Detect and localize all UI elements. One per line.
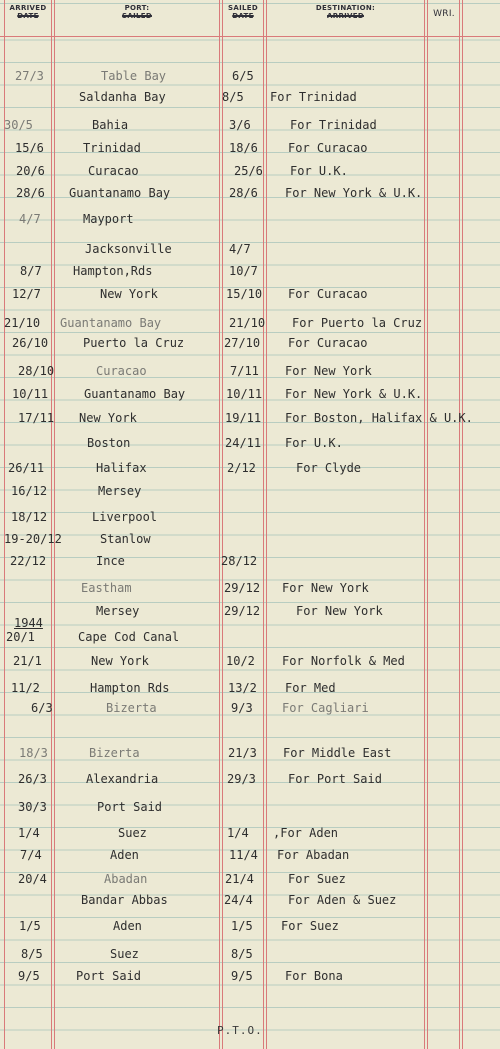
arrived-date: 1/4 <box>18 826 40 840</box>
destination: For Cagliari <box>282 701 369 715</box>
destination: For Middle East <box>283 746 392 760</box>
sailed-date: 24/11 <box>225 436 262 450</box>
header-remarks: WRI. <box>433 9 455 19</box>
destination: For Med <box>285 681 336 695</box>
sailed-date: 21/4 <box>225 872 254 886</box>
port-name: Bahia <box>92 118 129 132</box>
arrived-date: 30/5 <box>4 118 33 132</box>
port-name: Guantanamo Bay <box>84 387 186 401</box>
destination: For New York & U.K. <box>285 387 423 401</box>
sailed-date: 9/3 <box>231 701 253 715</box>
sailed-date: 4/7 <box>229 242 251 256</box>
sailed-date: 29/12 <box>224 581 261 595</box>
destination: For Boston, Halifax & U.K. <box>285 411 473 425</box>
destination: For Curacao <box>288 141 368 155</box>
port-name: New York <box>91 654 149 668</box>
sailed-date: 2/12 <box>227 461 256 475</box>
arrived-date: 26/11 <box>8 461 45 475</box>
port-name: Abadan <box>104 872 148 886</box>
destination: For Curacao <box>288 287 368 301</box>
arrived-date: 30/3 <box>18 800 47 814</box>
arrived-date: 18/3 <box>19 746 48 760</box>
header-arrived: ARRIVED DATE <box>9 4 47 20</box>
sailed-date: 3/6 <box>229 118 251 132</box>
arrived-date: 21/1 <box>13 654 42 668</box>
port-name: Ince <box>96 554 125 568</box>
port-name: Aden <box>113 919 142 933</box>
sailed-date: 7/11 <box>230 364 259 378</box>
header-rule <box>0 36 500 37</box>
sailed-date: 27/10 <box>224 336 261 350</box>
destination: For U.K. <box>290 164 348 178</box>
port-name: Bandar Abbas <box>81 893 168 907</box>
destination: For Clyde <box>296 461 362 475</box>
destination: For New York <box>296 604 383 618</box>
header-port: PORT: SAILED <box>122 4 152 20</box>
destination: For New York <box>282 581 369 595</box>
sailed-date: 11/4 <box>229 848 258 862</box>
arrived-date: 22/12 <box>10 554 47 568</box>
sailed-date: 18/6 <box>229 141 258 155</box>
port-name: Curacao <box>88 164 139 178</box>
destination: For U.K. <box>285 436 343 450</box>
arrived-date: 16/12 <box>11 484 48 498</box>
arrived-date: 12/7 <box>12 287 41 301</box>
destination: ,For Aden <box>273 826 339 840</box>
port-name: New York <box>79 411 137 425</box>
destination: For New York & U.K. <box>285 186 423 200</box>
arrived-date: 26/3 <box>18 772 47 786</box>
arrived-date: 11/2 <box>11 681 40 695</box>
destination: For Puerto la Cruz <box>292 316 423 330</box>
sailed-date: 21/3 <box>228 746 257 760</box>
sailed-date: 1/5 <box>231 919 253 933</box>
arrived-date: 26/10 <box>12 336 49 350</box>
arrived-date: 6/3 <box>31 701 53 715</box>
arrived-date: 4/7 <box>19 212 41 226</box>
port-name: Cape Cod Canal <box>78 630 180 644</box>
sailed-date: 24/4 <box>224 893 253 907</box>
sailed-date: 9/5 <box>231 969 253 983</box>
destination: For Suez <box>281 919 339 933</box>
sailed-date: 8/5 <box>222 90 244 104</box>
arrived-date: 1/5 <box>19 919 41 933</box>
sailed-date: 29/3 <box>227 772 256 786</box>
port-name: Hampton Rds <box>90 681 170 695</box>
column-divider <box>459 0 460 1049</box>
sailed-date: 19/11 <box>225 411 262 425</box>
port-name: Mersey <box>96 604 140 618</box>
arrived-date: 20/1 <box>6 630 35 644</box>
column-divider <box>462 0 463 1049</box>
destination: For New York <box>285 364 372 378</box>
header-sailed: SAILED DATE <box>228 4 258 20</box>
sailed-date: 10/11 <box>226 387 263 401</box>
destination: For Port Said <box>288 772 382 786</box>
column-divider <box>263 0 264 1049</box>
sailed-date: 25/6 <box>234 164 263 178</box>
column-divider <box>51 0 52 1049</box>
port-name: Port Said <box>97 800 163 814</box>
arrived-date: 15/6 <box>15 141 44 155</box>
destination: For Abadan <box>277 848 350 862</box>
sailed-date: 28/6 <box>229 186 258 200</box>
sailed-date: 21/10 <box>229 316 266 330</box>
port-name: Bizerta <box>89 746 140 760</box>
port-name: Suez <box>118 826 147 840</box>
arrived-date: 9/5 <box>18 969 40 983</box>
arrived-date: 8/5 <box>21 947 43 961</box>
arrived-date: 19-20/12 <box>4 532 62 546</box>
destination: For Suez <box>288 872 346 886</box>
port-name: Port Said <box>76 969 142 983</box>
port-name: Trinidad <box>83 141 141 155</box>
column-divider <box>222 0 223 1049</box>
column-divider <box>54 0 55 1049</box>
sailed-date: 10/2 <box>226 654 255 668</box>
page-footer: P.T.O. <box>217 1024 263 1037</box>
destination: For Curacao <box>288 336 368 350</box>
port-name: Boston <box>87 436 131 450</box>
column-divider <box>266 0 267 1049</box>
sailed-date: 6/5 <box>232 69 254 83</box>
sailed-date: 15/10 <box>226 287 263 301</box>
port-name: Mersey <box>98 484 142 498</box>
arrived-date: 28/10 <box>18 364 55 378</box>
column-divider <box>219 0 220 1049</box>
port-name: Jacksonville <box>85 242 172 256</box>
port-name: Guantanamo Bay <box>69 186 171 200</box>
arrived-date: 17/11 <box>18 411 55 425</box>
port-name: Bizerta <box>106 701 157 715</box>
arrived-date: 10/11 <box>12 387 49 401</box>
destination: For Trinidad <box>290 118 377 132</box>
destination: For Norfolk & Med <box>282 654 405 668</box>
port-name: Eastham <box>81 581 132 595</box>
port-name: Liverpool <box>92 510 158 524</box>
port-name: Aden <box>110 848 139 862</box>
column-divider <box>424 0 425 1049</box>
arrived-date: 18/12 <box>11 510 48 524</box>
margin-line <box>4 0 5 1049</box>
arrived-date: 7/4 <box>20 848 42 862</box>
header-destination: DESTINATION: ARRIVED <box>315 4 376 20</box>
sailed-date: 1/4 <box>227 826 249 840</box>
port-name: Saldanha Bay <box>79 90 166 104</box>
arrived-date: 8/7 <box>20 264 42 278</box>
arrived-date: 21/10 <box>4 316 41 330</box>
arrived-date: 28/6 <box>16 186 45 200</box>
port-name: Stanlow <box>100 532 151 546</box>
port-name: Table Bay <box>101 69 167 83</box>
sailed-date: 10/7 <box>229 264 258 278</box>
arrived-date: 27/3 <box>15 69 44 83</box>
sailed-date: 28/12 <box>221 554 258 568</box>
column-divider <box>427 0 428 1049</box>
arrived-date: 20/6 <box>16 164 45 178</box>
destination: For Trinidad <box>270 90 357 104</box>
port-name: Puerto la Cruz <box>83 336 185 350</box>
port-name: New York <box>100 287 158 301</box>
port-name: Alexandria <box>86 772 159 786</box>
arrived-date: 1944 <box>14 616 43 630</box>
sailed-date: 8/5 <box>231 947 253 961</box>
arrived-date: 20/4 <box>18 872 47 886</box>
port-name: Hampton,Rds <box>73 264 153 278</box>
destination: For Bona <box>285 969 343 983</box>
port-name: Mayport <box>83 212 134 226</box>
port-name: Halifax <box>96 461 147 475</box>
sailed-date: 29/12 <box>224 604 261 618</box>
port-name: Guantanamo Bay <box>60 316 162 330</box>
port-name: Curacao <box>96 364 147 378</box>
sailed-date: 13/2 <box>228 681 257 695</box>
destination: For Aden & Suez <box>288 893 397 907</box>
port-name: Suez <box>110 947 139 961</box>
